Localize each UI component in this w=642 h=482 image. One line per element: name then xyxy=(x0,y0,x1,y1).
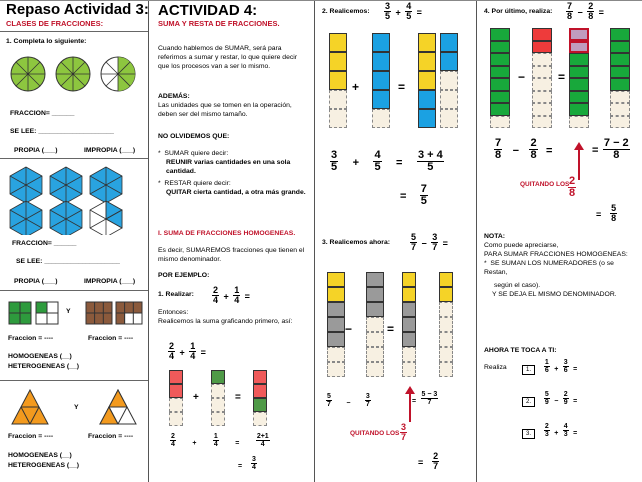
bullet-sumar: * SUMAR quiere decir: xyxy=(158,150,229,157)
equals-sign: = xyxy=(387,322,395,336)
result-expression: $\frac{2}{4}$ + $\frac{1}{4}$ = $\frac{2+1}{4}$ xyxy=(171,433,269,449)
bar-cell xyxy=(327,272,345,287)
question-2: 2. Realicemos: xyxy=(322,8,370,15)
bar-cell xyxy=(327,317,345,332)
bar-cell xyxy=(569,91,589,104)
bar-cell-empty xyxy=(610,91,630,104)
section-text: Es decir, SUMAREMOS fracciones que tienen el mismo denominador. xyxy=(158,247,305,263)
divider xyxy=(0,290,148,291)
bar-cell xyxy=(402,332,416,347)
nota-line: según el caso). xyxy=(494,282,541,289)
bar-cell-empty xyxy=(532,53,552,66)
quitando-label: QUITANDO LOS xyxy=(350,430,400,437)
minus-sign: − xyxy=(518,70,526,84)
bar-cell xyxy=(327,287,345,302)
bar-cell-empty xyxy=(402,362,416,377)
bar-cell xyxy=(329,71,347,90)
exercise-fraction: $\frac{5}{9}$ xyxy=(544,391,549,407)
fraccion-label: Fraccion = ---- xyxy=(8,433,54,440)
bar-cell-empty xyxy=(490,116,510,129)
bar-cell xyxy=(440,52,458,71)
bar-cell xyxy=(402,302,416,317)
bar-cell-empty xyxy=(439,332,453,347)
question-3: 3. Realicemos ahora: xyxy=(322,239,390,246)
bar-cell xyxy=(372,52,390,71)
question-3-result: = $\frac{2}{7}$ xyxy=(418,451,439,471)
equals-sign: = xyxy=(235,392,241,403)
bar-cell xyxy=(532,41,552,54)
hexagons xyxy=(8,165,138,235)
nota-line: PARA SUMAR FRACCIONES HOMOGENEAS: xyxy=(484,251,628,258)
bar-cell-empty xyxy=(211,384,225,398)
exercise-heading: AHORA TE TOCA A TI: xyxy=(484,347,557,354)
fraccion-label: FRACCION= ______ xyxy=(10,110,75,117)
exercise-fraction: $\frac{3}{6}$ xyxy=(563,359,568,375)
example-expression: $\frac{2}{4}$ + $\frac{1}{4}$ = xyxy=(213,285,250,305)
exercise-item: 2. $\frac{5}{9}$ − $\frac{2}{9}$ = xyxy=(522,390,577,408)
bar-cell-empty xyxy=(439,362,453,377)
ademas-heading: ADEMÁS: xyxy=(158,93,190,100)
bullet-restar: * RESTAR quiere decir: xyxy=(158,180,231,187)
exercise-fraction: $\frac{1}{6}$ xyxy=(544,359,549,375)
realiza-label: Realiza xyxy=(484,364,507,371)
arrow-up-icon xyxy=(574,142,584,180)
bar-cell-empty xyxy=(366,347,384,362)
nota-line: Y SE DEJA EL MISMO DENOMINADOR. xyxy=(492,291,617,298)
question-4-expression: $\frac{7}{8}$ − $\frac{2}{8}$ = xyxy=(567,1,604,21)
bar-cell xyxy=(490,28,510,41)
exercise-fraction: $\frac{4}{3}$ xyxy=(563,423,568,439)
and-label: Y xyxy=(66,308,71,315)
bar-cell xyxy=(490,103,510,116)
bar-cell-empty xyxy=(327,347,345,362)
bar-cell xyxy=(490,41,510,54)
bar-cell xyxy=(372,90,390,109)
entonces-label: Entonces: xyxy=(158,309,189,316)
question-2-result: = $\frac{7}{5}$ xyxy=(400,183,427,207)
bar-cell-empty xyxy=(169,412,183,426)
question-4-equation: = $\frac{7 - 2}{8}$ xyxy=(592,137,629,161)
bar-cell-empty xyxy=(440,71,458,90)
bar-cell xyxy=(253,370,267,384)
nota-line: Como puede apreciarse, xyxy=(484,242,559,249)
bar-cell-empty xyxy=(329,90,347,109)
graph-instructions: Realicemos la suma graficando primero, así: xyxy=(158,318,293,325)
fraccion-label: Fraccion = ---- xyxy=(88,335,134,342)
bar-cell xyxy=(327,332,345,347)
bar-cell xyxy=(402,272,416,287)
section-heading: I. SUMA DE FRACCIONES HOMOGENEAS. xyxy=(158,230,296,237)
bar-cell xyxy=(569,41,589,54)
bar-cell-empty xyxy=(439,347,453,362)
heterogeneas-option[interactable]: HETEROGENEAS (__) xyxy=(8,363,80,370)
heterogeneas-option[interactable]: HETEROGENEAS (__) xyxy=(8,462,80,469)
exercise-number: 3. xyxy=(522,429,535,439)
question-4: 4. Por último, realiza: xyxy=(484,8,553,15)
subtitle: CLASES DE FRACCIONES: xyxy=(6,19,104,28)
quitando-label: QUITANDO LOS xyxy=(520,181,570,188)
homogeneas-option[interactable]: HOMOGENEAS (__) xyxy=(8,452,72,459)
quitando-fraction: $\frac{2}{8}$ xyxy=(569,175,576,199)
bar-cell-empty xyxy=(532,66,552,79)
bar-cell xyxy=(610,78,630,91)
nota-line: * SE SUMAN LOS NUMERADORES (o se Restan, xyxy=(484,260,614,276)
bar-cell xyxy=(169,384,183,398)
bar-cell xyxy=(366,272,384,287)
bar-cell-empty xyxy=(329,109,347,128)
bar-cell xyxy=(366,302,384,317)
divider xyxy=(0,158,148,159)
quitando-fraction: $\frac{3}{7}$ xyxy=(401,422,407,442)
divider xyxy=(0,31,148,32)
activity-subtitle: SUMA Y RESTA DE FRACCIONES. xyxy=(158,19,280,28)
se-lee-label: SE LEE: ____________________ xyxy=(16,258,120,265)
bar-cell xyxy=(372,33,390,52)
impropia-option[interactable]: IMPROPIA (___) xyxy=(84,147,136,154)
pie-circle-2 xyxy=(56,57,90,91)
example-expression: $\frac{2}{4}$ + $\frac{1}{4}$ = xyxy=(169,341,206,361)
bar-cell xyxy=(327,302,345,317)
question-3-working: $\frac{5}{7}$ − $\frac{3}{7}$ xyxy=(327,393,370,409)
bar-cell xyxy=(329,33,347,52)
bar-cell-empty xyxy=(610,103,630,116)
bar-cell xyxy=(569,103,589,116)
bar-cell xyxy=(418,90,436,109)
bar-cell xyxy=(402,317,416,332)
exercise-item: 3. $\frac{2}{3}$ + $\frac{4}{3}$ = xyxy=(522,422,577,440)
homogeneas-option[interactable]: HOMOGENEAS (__) xyxy=(8,353,72,360)
fraccion-label: Fraccion = ---- xyxy=(8,335,54,342)
fraccion-label: Fraccion = ---- xyxy=(88,433,134,440)
no-olvidemos-heading: NO OLVIDEMOS QUE: xyxy=(158,133,230,140)
bar-cell xyxy=(440,33,458,52)
column-divider xyxy=(476,0,477,482)
bar-cell xyxy=(366,287,384,302)
bar-cell-empty xyxy=(366,332,384,347)
se-lee-label: SE LEE: ____________________ xyxy=(10,128,114,135)
bar-cell xyxy=(402,287,416,302)
bar-cell xyxy=(569,28,589,41)
bar-cell xyxy=(439,287,453,302)
bar-cell xyxy=(569,78,589,91)
question-2-expression: $\frac{3}{5}$ + $\frac{4}{5}$ = xyxy=(385,1,422,21)
intro-paragraph: Cuando hablemos de SUMAR, será para referirnos a sumar y restar, lo que quiere decir que los procesos van a ser lo mismo. xyxy=(158,45,298,70)
bar-cell xyxy=(610,53,630,66)
bar-cell xyxy=(418,71,436,90)
question-3-expression: $\frac{5}{7}$ − $\frac{3}{7}$ = xyxy=(411,232,448,252)
bar-cell xyxy=(418,109,436,128)
and-label: Y xyxy=(74,404,79,411)
bar-cell-empty xyxy=(327,362,345,377)
realizar-label: 1. Realizar: xyxy=(158,291,194,298)
pie-circles xyxy=(8,52,138,98)
bar-cell-empty xyxy=(211,412,225,426)
bar-cell xyxy=(610,66,630,79)
bullet-sumar-detail: REUNIR varias cantidades en una sola cantidad. xyxy=(166,159,291,175)
divider xyxy=(0,380,148,381)
bar-cell xyxy=(490,78,510,91)
bar-cell-empty xyxy=(532,103,552,116)
bar-cell xyxy=(532,28,552,41)
exercise-item: 1. $\frac{1}{6}$ + $\frac{3}{6}$ = xyxy=(522,358,577,376)
por-ejemplo-heading: POR EJEMPLO: xyxy=(158,272,210,279)
exercise-fraction: $\frac{2}{3}$ xyxy=(544,423,549,439)
bar-cell xyxy=(439,272,453,287)
minus-sign: − xyxy=(345,322,353,336)
bar-cell xyxy=(372,71,390,90)
bar-cell xyxy=(610,41,630,54)
propia-option[interactable]: PROPIA (___) xyxy=(14,147,58,154)
bar-cell xyxy=(253,398,267,412)
bar-cell xyxy=(569,53,589,66)
bar-cell xyxy=(490,91,510,104)
equals-sign: = xyxy=(558,70,566,84)
bar-cell xyxy=(490,53,510,66)
bar-cell-empty xyxy=(440,109,458,128)
bar-cell-empty xyxy=(402,347,416,362)
plus-sign: + xyxy=(352,80,360,94)
bar-cell-empty xyxy=(440,90,458,109)
equals-sign: = xyxy=(398,80,406,94)
square-grids xyxy=(8,300,148,328)
bar-cell-empty xyxy=(569,116,589,129)
bar-cell-empty xyxy=(366,362,384,377)
pie-circle-3 xyxy=(101,57,135,91)
bar-cell xyxy=(569,66,589,79)
question-4-result: = $\frac{5}{8}$ xyxy=(596,203,617,223)
final-result: = $\frac{3}{4}$ xyxy=(238,456,256,472)
bar-cell xyxy=(253,384,267,398)
bar-cell-empty xyxy=(439,317,453,332)
bullet-restar-detail: QUITAR cierta cantidad, a otra más grande. xyxy=(166,189,306,196)
exercise-number: 1. xyxy=(522,365,535,375)
question-2-working: $\frac{3}{5}$ + $\frac{4}{5}$ = $\frac{3 + 4}{5}$ xyxy=(331,149,443,173)
question-4-working: $\frac{7}{8}$ − $\frac{2}{8}$ = xyxy=(495,137,553,161)
bar-cell-empty xyxy=(211,398,225,412)
column-divider xyxy=(314,0,315,482)
exercise-fraction: $\frac{2}{9}$ xyxy=(563,391,568,407)
column-divider xyxy=(148,0,149,482)
bar-cell-empty xyxy=(366,317,384,332)
bar-cell-empty xyxy=(372,109,390,128)
plus-sign: + xyxy=(193,392,199,403)
exercise-number: 2. xyxy=(522,397,535,407)
propia-option[interactable]: PROPIA (___) xyxy=(14,278,58,285)
bar-cell-empty xyxy=(610,116,630,129)
bar-cell xyxy=(610,28,630,41)
task-label: 1. Completa lo siguiente: xyxy=(6,38,87,45)
bar-cell xyxy=(418,52,436,71)
bar-cell xyxy=(329,52,347,71)
bar-cell-empty xyxy=(169,398,183,412)
question-3-equation: = $\frac{5 - 3}{7}$ xyxy=(412,391,438,407)
page-title: Repaso Actividad 3: xyxy=(6,1,149,18)
bar-cell xyxy=(169,370,183,384)
bar-cell xyxy=(490,66,510,79)
impropia-option[interactable]: IMPROPIA (___) xyxy=(84,278,136,285)
activity-title: ACTIVIDAD 4: xyxy=(158,2,258,19)
ademas-text: Las unidades que se tomen en la operación, deben ser del mismo tamaño. xyxy=(158,102,292,118)
fraccion-label: FRACCION= ______ xyxy=(12,240,77,247)
bar-cell-empty xyxy=(253,412,267,426)
bar-cell-empty xyxy=(532,91,552,104)
bar-cell xyxy=(211,370,225,384)
pie-circle-1 xyxy=(11,57,45,91)
bar-cell-empty xyxy=(532,116,552,129)
nota-heading: NOTA: xyxy=(484,233,506,240)
bar-cell-empty xyxy=(439,302,453,317)
bar-cell xyxy=(418,33,436,52)
bar-cell-empty xyxy=(532,78,552,91)
